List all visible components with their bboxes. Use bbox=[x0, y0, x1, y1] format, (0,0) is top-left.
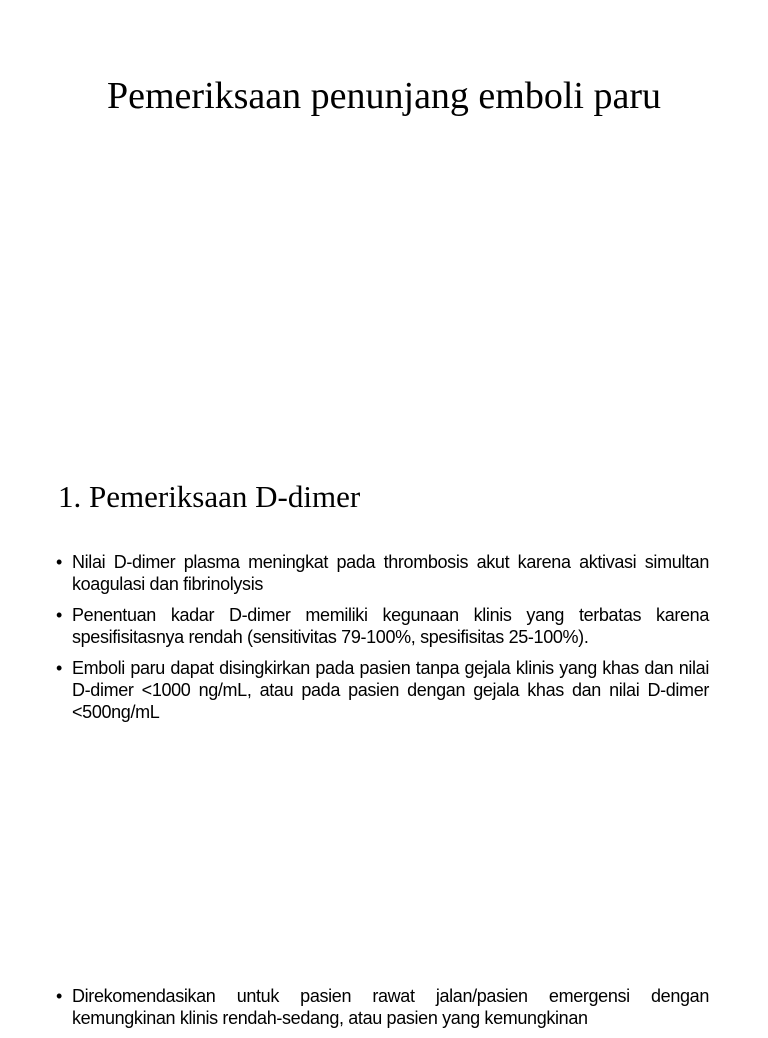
bullet-text: Direkomendasikan untuk pasien rawat jalan/pasien emergensi dengan kemungkinan klinis rendah-sedang, atau pasien yang kemungkinan bbox=[72, 986, 709, 1028]
bullet-text: Nilai D-dimer plasma meningkat pada thrombosis akut karena aktivasi simultan koagulasi dan fibrinolysis bbox=[72, 552, 709, 594]
bullet-item bbox=[56, 985, 709, 1029]
bullet-item bbox=[56, 604, 709, 648]
bullet-text: Emboli paru dapat disingkirkan pada pasien tanpa gejala klinis yang khas dan nilai D-dimer <1000 ng/mL, atau pada pasien dengan gejala khas dan nilai D-dimer <500ng/mL bbox=[72, 658, 709, 722]
bullet-item bbox=[56, 657, 709, 723]
section-heading: 1. Pemeriksaan D-dimer bbox=[58, 479, 361, 514]
bullet-text: Penentuan kadar D-dimer memiliki kegunaan klinis yang terbatas karena spesifisitasnya rendah (sensitivitas 79-100%, spesifisitas 25-100%). bbox=[72, 605, 709, 647]
bullet-dot-icon: • bbox=[56, 605, 62, 625]
slide-title: Pemeriksaan penunjang emboli paru bbox=[106, 75, 661, 117]
bullet-dot-icon: • bbox=[56, 552, 62, 572]
bottom-bullet-list bbox=[56, 985, 709, 1038]
bullet-dot-icon: • bbox=[56, 658, 62, 678]
bullet-dot-icon: • bbox=[56, 986, 62, 1006]
bullet-list bbox=[56, 551, 709, 732]
bullet-item bbox=[56, 551, 709, 595]
